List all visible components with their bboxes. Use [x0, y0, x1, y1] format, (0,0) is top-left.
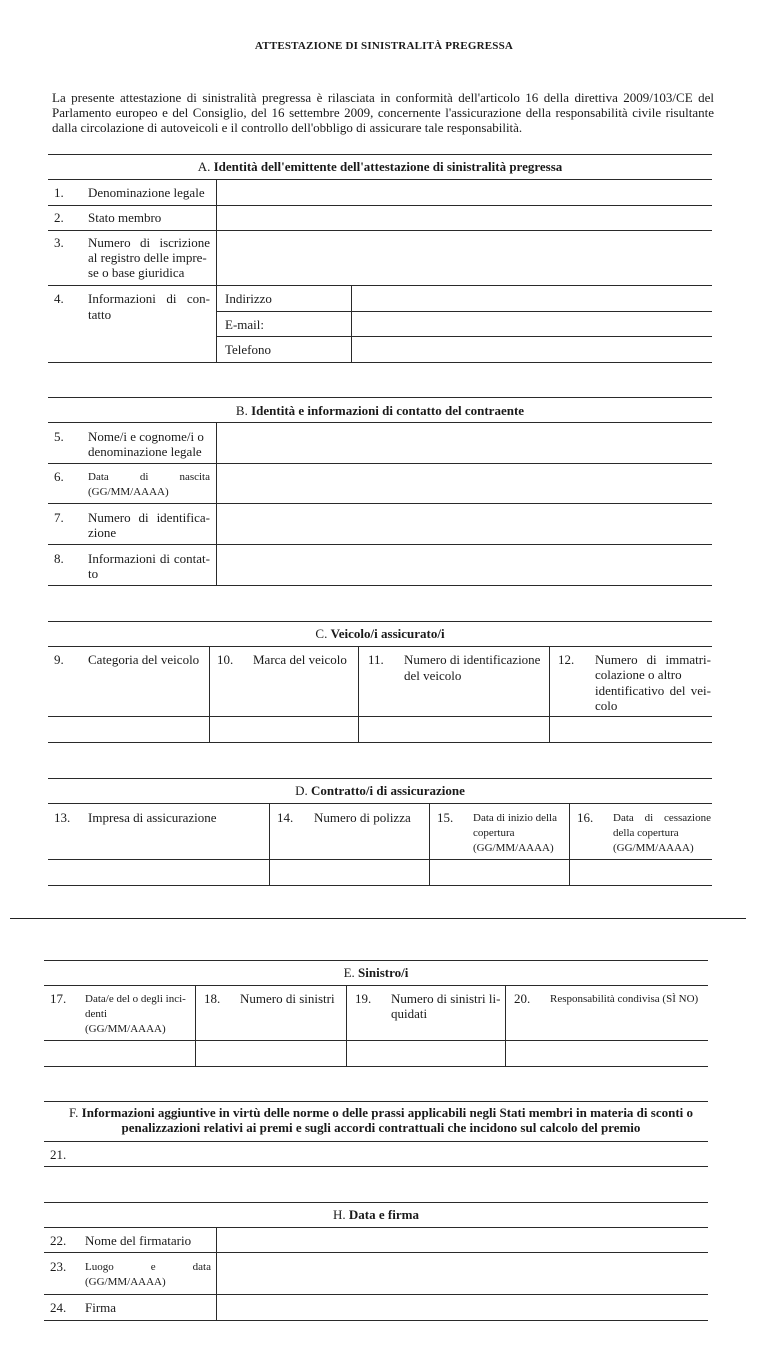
section-e-header: E. Sinistro/i — [343, 965, 409, 980]
field-label: Numero di immatri- — [595, 652, 711, 667]
table-rule — [48, 397, 712, 398]
signatory-name-field[interactable] — [217, 1228, 708, 1251]
field-label: identificativo del vei- — [595, 683, 711, 698]
field-label: Impresa di assicurazione — [88, 810, 217, 825]
table-rule — [44, 1202, 708, 1203]
field-label: Data di nascita — [88, 471, 210, 483]
table-rule — [48, 621, 712, 622]
field-label: 14. — [277, 810, 294, 825]
table-rule — [44, 1320, 708, 1321]
place-date-field[interactable] — [217, 1253, 708, 1293]
field-label: Numero di iscrizione — [88, 235, 210, 250]
section-c-header: C. Veicolo/i assicurato/i — [315, 626, 445, 641]
field-label: 10. — [217, 652, 234, 667]
address-label: Indirizzo — [225, 291, 272, 306]
table-rule — [44, 960, 708, 961]
signature-field[interactable] — [217, 1295, 708, 1319]
coverage-end-field[interactable] — [570, 860, 712, 884]
email-label: E-mail: — [225, 317, 264, 332]
field-label: 17. — [50, 991, 67, 1006]
field-label: 5. — [54, 429, 64, 444]
policyholder-name-field[interactable] — [217, 423, 712, 462]
field-label: colo — [595, 698, 618, 713]
table-rule — [44, 985, 708, 986]
field-label: 11. — [368, 652, 384, 667]
table-rule — [48, 742, 712, 743]
field-label: Numero di identifica- — [88, 510, 210, 525]
table-rule — [48, 154, 712, 155]
section-d-header: D. Contratto/i di assicurazione — [295, 783, 465, 798]
section-b-header: B. Identità e informazioni di contatto del contraente — [235, 403, 525, 418]
field-label: 7. — [54, 510, 64, 525]
field-label: Numero di polizza — [314, 810, 411, 825]
field-label: 21. — [50, 1147, 67, 1162]
shared-liability-field[interactable] — [506, 1041, 708, 1065]
registration-number-field[interactable] — [217, 231, 712, 284]
field-label: Categoria del veicolo — [88, 652, 200, 667]
field-label: Responsabilità condivisa (SÌ NO) — [550, 993, 699, 1005]
field-label: 16. — [577, 810, 594, 825]
field-label: copertura — [473, 827, 515, 839]
field-label: Denominazione legale — [88, 185, 205, 200]
field-label: Luogo e data — [85, 1261, 211, 1273]
insurance-company-field[interactable] — [49, 860, 268, 884]
table-rule — [48, 885, 712, 886]
document-title: ATTESTAZIONE DI SINISTRALITÀ PREGRESSA — [254, 40, 514, 52]
address-field[interactable] — [352, 286, 712, 310]
field-label: colazione o altro — [595, 667, 682, 682]
intro-paragraph: La presente attestazione di sinistralità pregressa è rilasciata in conformità dell'articolo 16 della direttiva 2009/103/CE del Parlamento europeo e del Consiglio, del 16 settembre 2009, concernente l'assicurazione della responsabilità civile risultante dalla circolazione di autoveicoli e il controllo dell'obbligo di assicurare tale responsabilità. — [52, 90, 714, 135]
field-label: denti — [85, 1008, 107, 1020]
field-label: (GG/MM/AAAA) — [85, 1276, 166, 1288]
vehicle-registration-field[interactable] — [550, 717, 712, 741]
phone-label: Telefono — [225, 342, 272, 357]
field-label: se o base giuridica — [88, 265, 185, 280]
field-label: Numero di sinistri — [240, 991, 335, 1006]
field-label: 2. — [54, 210, 64, 225]
identification-number-field[interactable] — [217, 504, 712, 543]
field-label: 4. — [54, 291, 64, 306]
section-a-header: A. Identità dell'emittente dell'attestazione di sinistralità pregressa — [197, 159, 563, 174]
field-label: to — [88, 566, 99, 581]
field-label: 13. — [54, 810, 71, 825]
table-rule — [48, 646, 712, 647]
field-label: 19. — [355, 991, 372, 1006]
policy-number-field[interactable] — [270, 860, 428, 884]
phone-field[interactable] — [352, 337, 712, 361]
table-rule — [44, 1166, 708, 1167]
field-label: Firma — [85, 1300, 117, 1315]
field-label: 18. — [204, 991, 221, 1006]
email-field[interactable] — [352, 312, 712, 335]
field-label: (GG/MM/AAAA) — [473, 842, 554, 854]
field-label: (GG/MM/AAAA) — [85, 1023, 166, 1035]
section-h-header: H. Data e firma — [333, 1207, 419, 1222]
field-label: 1. — [54, 185, 64, 200]
field-label: 22. — [50, 1233, 67, 1248]
vehicle-make-field[interactable] — [210, 717, 357, 741]
field-label: Stato membro — [88, 210, 162, 225]
field-label: Nome del firmatario — [85, 1233, 192, 1248]
coverage-start-field[interactable] — [430, 860, 568, 884]
table-rule — [48, 362, 712, 363]
table-rule — [44, 1066, 708, 1067]
field-label: zione — [88, 525, 117, 540]
field-label: Numero di identificazione — [404, 652, 541, 667]
field-label: 15. — [437, 810, 454, 825]
field-label: tatto — [88, 307, 112, 322]
policyholder-contact-field[interactable] — [217, 545, 712, 584]
field-label: denominazione legale — [88, 444, 202, 459]
additional-info-field[interactable] — [80, 1142, 708, 1165]
field-label: 8. — [54, 551, 64, 566]
field-label: Nome/i e cognome/i o — [88, 429, 204, 444]
legal-name-field[interactable] — [217, 180, 712, 204]
field-label: (GG/MM/AAAA) — [613, 842, 694, 854]
field-label: 20. — [514, 991, 531, 1006]
vehicle-identification-field[interactable] — [359, 717, 548, 741]
field-label: del veicolo — [404, 668, 462, 683]
settled-claims-field[interactable] — [347, 1041, 504, 1065]
birth-date-field[interactable] — [217, 464, 712, 502]
field-label: 9. — [54, 652, 64, 667]
table-rule — [48, 585, 712, 586]
vehicle-category-field[interactable] — [49, 717, 208, 741]
field-label: Marca del veicolo — [253, 652, 347, 667]
field-label: della copertura — [613, 827, 679, 839]
member-state-field[interactable] — [217, 206, 712, 229]
field-label: Data di inizio della — [473, 812, 557, 824]
table-rule — [48, 778, 712, 779]
field-label: Numero di sinistri li- — [391, 991, 501, 1006]
field-label: 24. — [50, 1300, 67, 1315]
field-label: Informazioni di con- — [88, 291, 210, 306]
field-label: al registro delle impre- — [88, 250, 207, 265]
field-label: quidati — [391, 1006, 428, 1021]
field-label: Data/e del o degli inci- — [85, 993, 186, 1005]
section-f-header: F. Informazioni aggiuntive in virtù delle norme o delle prassi applicabili negli Stati membri in materia di sconti o penalizzazioni relativi ai premi e sugli accordi contrattuali che incidono sul calcolo del premio — [68, 1105, 694, 1135]
table-rule — [44, 1101, 708, 1102]
field-label: 23. — [50, 1259, 67, 1274]
field-label: Informazioni di contat- — [88, 551, 210, 566]
field-label: Data di cessazione — [613, 812, 711, 824]
claims-count-field[interactable] — [196, 1041, 345, 1065]
field-label: (GG/MM/AAAA) — [88, 486, 169, 498]
table-rule — [48, 803, 712, 804]
field-label: 6. — [54, 469, 64, 484]
field-label: 12. — [558, 652, 575, 667]
field-label: 3. — [54, 235, 64, 250]
page-break-divider — [10, 918, 746, 919]
incident-dates-field[interactable] — [45, 1041, 194, 1065]
